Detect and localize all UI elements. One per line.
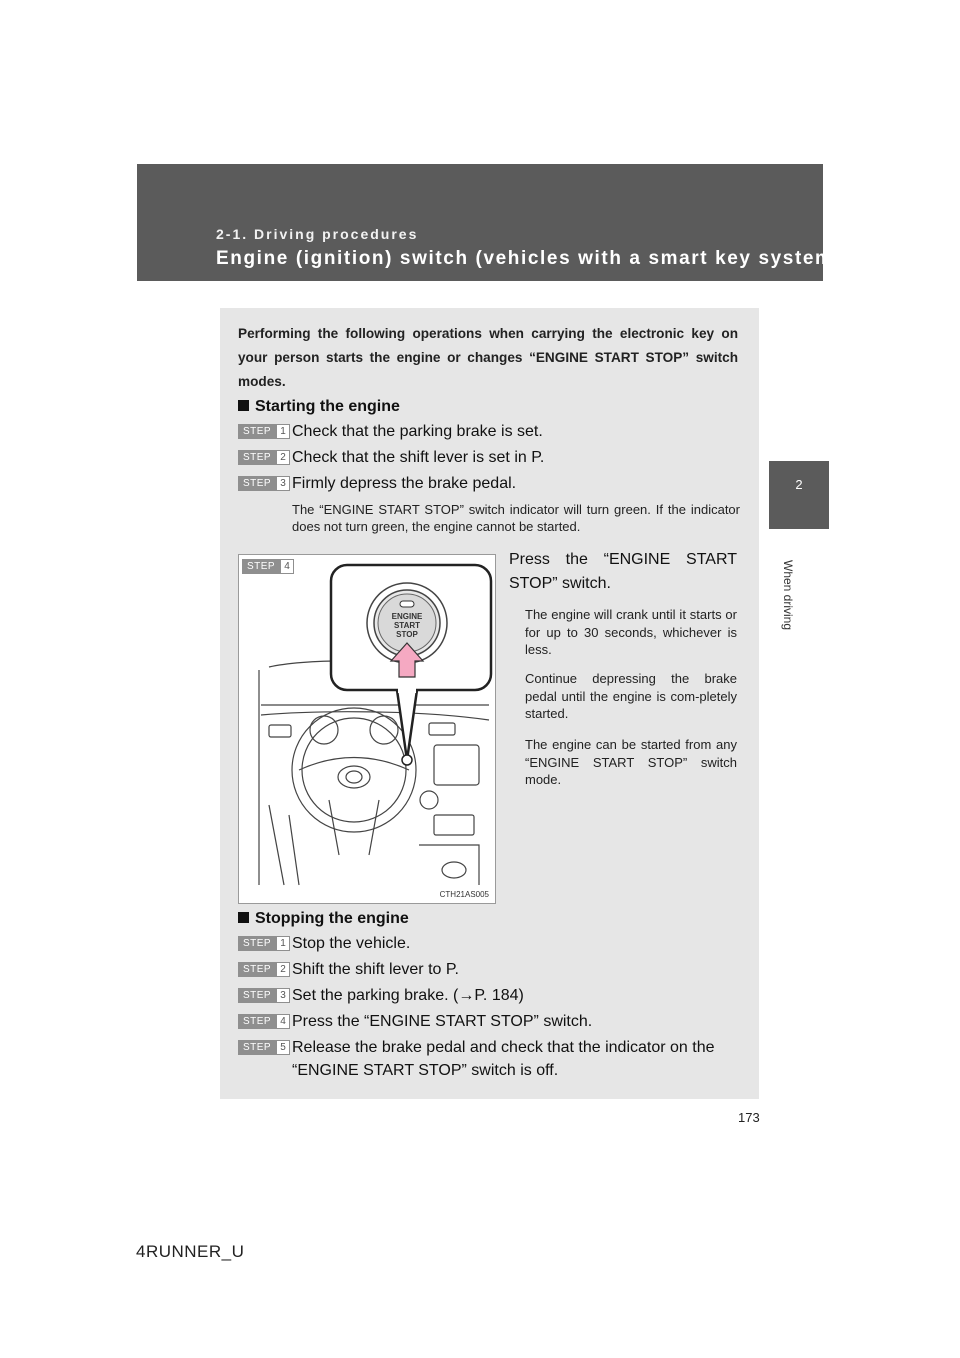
step3-note: The “ENGINE START STOP” switch indicator will turn green. If the indicator does not turn green, the engine cannot be started. <box>292 502 740 534</box>
chapter-tab[interactable] <box>769 461 829 529</box>
content-panel: Performing the following operations when carrying the electronic key on your person starts the engine or changes “ENGINE START STOP” switch modes. Starting the engine STEP 1 Check that the parking brake is set. STEP 2 Check that the shift lever is set in P. STEP 3 Firmly depress the brake pedal. The “ENGINE START STOP” switch indicator will turn green. If the indicator does not turn green, the engine cannot be started. STEP 4 ENGINE START STOP CTH21AS005 Press the “ENGINE START STOP” switch. The engine will crank until it starts or for up to 30 seconds, whichever is less. Continue depressing the brake pedal until the engine is com-pletely started. The engine can be started from any “ENGINE START STOP” switch mode. Stopping the engine STEP 1 Stop the vehicle. STEP 2 Shift the shift lever to P. STEP 3 Set the parking brake. (→P. 184) STEP 4 Press the “ENGINE START STOP” switch. STEP 5 Release the brake pedal and check that the indicator on the “ENGINE START STOP” switch is off. <box>220 308 759 1099</box>
step-badge: STEP 4 <box>242 559 294 574</box>
chapter-tab-label: When driving <box>781 560 795 631</box>
page-number: 173 <box>738 1110 760 1125</box>
page-reference-link: Set the parking brake. (→P. 184) <box>292 987 524 1004</box>
square-bullet-icon <box>238 912 249 923</box>
starting-heading: Starting the engine <box>238 398 400 416</box>
step-badge: STEP 1 <box>238 424 290 439</box>
intro-paragraph: Performing the following operations when carrying the electronic key on your person starts the engine or changes “ENGINE START STOP” switch modes. <box>238 326 738 389</box>
step-badge: STEP 5 <box>238 1040 290 1055</box>
stopping-heading: Stopping the engine <box>238 910 409 928</box>
engine-start-stop-button-label: ENGINE START STOP <box>391 612 423 639</box>
dashboard-drawing <box>239 555 495 903</box>
page-title: Engine (ignition) switch (vehicles with a smart key system) <box>216 248 842 269</box>
step4-note-3: The engine can be started from any “ENGINE START STOP” switch mode. <box>525 737 737 787</box>
step4-note-1: The engine will crank until it starts or for up to 30 seconds, whichever is less. <box>525 607 737 657</box>
chapter-header <box>137 164 842 281</box>
section-label: 2-1. Driving procedures <box>216 226 419 242</box>
step4-note-2: Continue depressing the brake pedal until the engine is com-pletely started. <box>525 671 737 721</box>
dashboard-illustration <box>238 554 496 904</box>
footer-code: 4RUNNER_U <box>136 1242 245 1261</box>
figure-code: CTH21AS005 <box>439 890 489 899</box>
stop-step-5-continued: “ENGINE START STOP” switch is off. <box>292 1062 559 1079</box>
square-bullet-icon <box>238 400 249 411</box>
step-badge: STEP 2 <box>238 962 290 977</box>
step-badge: STEP 2 <box>238 450 290 465</box>
chapter-tab-number: 2 <box>795 477 803 492</box>
step-badge: STEP 1 <box>238 936 290 951</box>
step-badge: STEP 3 <box>238 476 290 491</box>
step-badge: STEP 4 <box>238 1014 290 1029</box>
step-badge: STEP 3 <box>238 988 290 1003</box>
step4-text: Press the “ENGINE START STOP” switch. <box>509 551 737 592</box>
